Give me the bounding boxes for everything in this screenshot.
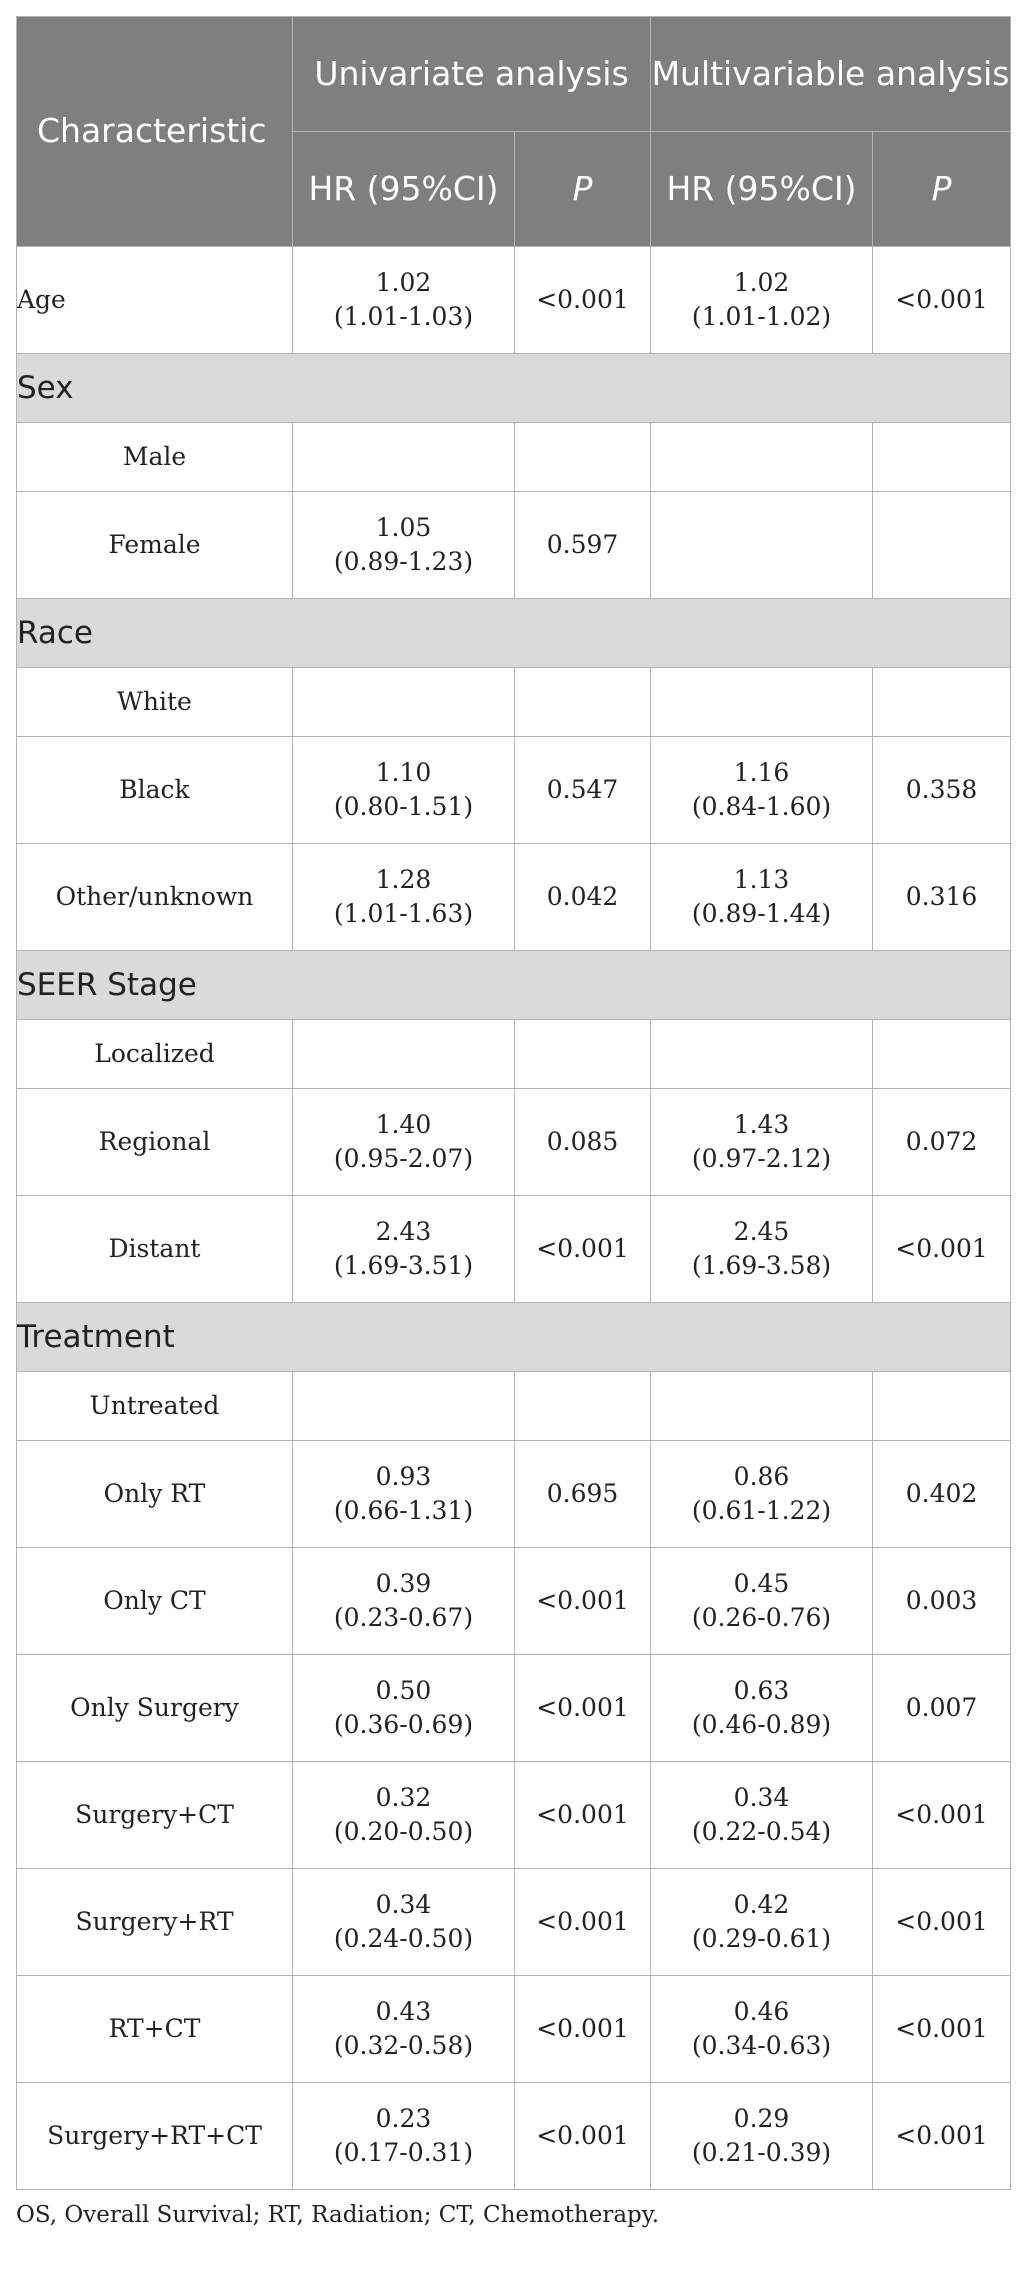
uni-hr-cell — [293, 1089, 515, 1196]
section-row — [17, 1303, 1011, 1372]
multi-hr-cell — [651, 1196, 873, 1303]
hr-value: 0.34 — [733, 1783, 790, 1812]
row-label: White — [17, 668, 293, 737]
hr-value: 0.34 — [375, 1890, 432, 1919]
uni-hr-cell — [293, 492, 515, 599]
uni-p-cell: 0.695 — [515, 1441, 651, 1548]
table-row — [17, 1762, 1011, 1869]
row-label: Only Surgery — [17, 1655, 293, 1762]
results-table — [16, 16, 1011, 2190]
row-label: Black — [17, 737, 293, 844]
uni-p-cell — [515, 423, 651, 492]
uni-hr-cell — [293, 1441, 515, 1548]
multi-hr-cell — [651, 1762, 873, 1869]
hr-value: 1.28 — [375, 865, 432, 894]
ci-value: (0.21-0.39) — [691, 2138, 832, 2167]
multi-hr-cell — [651, 423, 873, 492]
section-row — [17, 599, 1011, 668]
ci-value: (0.46-0.89) — [691, 1710, 832, 1739]
row-label: Female — [17, 492, 293, 599]
hr-value: 2.43 — [375, 1217, 432, 1246]
ci-value: (0.97-2.12) — [691, 1144, 832, 1173]
row-label: Only CT — [17, 1548, 293, 1655]
ci-value: (0.89-1.44) — [691, 899, 832, 928]
table-row — [17, 1548, 1011, 1655]
univariate-header: Univariate analysis — [293, 17, 651, 132]
multi-p-cell — [873, 423, 1011, 492]
multi-hr-cell — [651, 1020, 873, 1089]
table-row — [17, 1020, 1011, 1089]
multi-hr-cell — [651, 1655, 873, 1762]
row-label: Regional — [17, 1089, 293, 1196]
uni-hr-cell — [293, 2083, 515, 2190]
ci-value: (0.89-1.23) — [333, 547, 474, 576]
ci-value: (0.36-0.69) — [333, 1710, 474, 1739]
hr-value: 2.45 — [733, 1217, 790, 1246]
document — [16, 16, 1010, 2228]
uni-hr-cell — [293, 668, 515, 737]
table-footnote: OS, Overall Survival; RT, Radiation; CT, Chemotherapy. — [16, 2202, 660, 2228]
multi-hr-cell — [651, 1869, 873, 1976]
multi-hr-cell — [651, 1548, 873, 1655]
multi-p-cell — [873, 1372, 1011, 1441]
ci-value: (0.29-0.61) — [691, 1924, 832, 1953]
hr-value: 0.43 — [375, 1997, 432, 2026]
ci-value: (1.01-1.03) — [333, 302, 474, 331]
characteristic-header: Characteristic — [17, 17, 293, 247]
uni-p-cell: <0.001 — [515, 1196, 651, 1303]
multivariable-header: Multivariable analysis — [651, 17, 1011, 132]
ci-value: (0.84-1.60) — [691, 792, 832, 821]
multi-p-cell: <0.001 — [873, 1976, 1011, 2083]
section-title: SEER Stage — [17, 951, 1011, 1020]
multi-hr-cell — [651, 2083, 873, 2190]
hr-value: 0.29 — [733, 2104, 790, 2133]
multi-p-cell: <0.001 — [873, 1196, 1011, 1303]
uni-p-header: P — [515, 132, 651, 247]
hr-value: 0.46 — [733, 1997, 790, 2026]
hr-value: 0.32 — [375, 1783, 432, 1812]
table-row — [17, 737, 1011, 844]
table-row — [17, 1869, 1011, 1976]
uni-hr-cell — [293, 1020, 515, 1089]
ci-value: (0.24-0.50) — [333, 1924, 474, 1953]
hr-value: 0.42 — [733, 1890, 790, 1919]
ci-value: (0.66-1.31) — [333, 1496, 474, 1525]
table-row — [17, 2083, 1011, 2190]
multi-hr-cell — [651, 247, 873, 354]
table-header — [17, 17, 1011, 247]
ci-value: (1.01-1.02) — [691, 302, 832, 331]
row-label: Surgery+RT — [17, 1869, 293, 1976]
hr-value: 1.10 — [375, 758, 432, 787]
table-row — [17, 1441, 1011, 1548]
ci-value: (0.23-0.67) — [333, 1603, 474, 1632]
uni-p-cell: <0.001 — [515, 1762, 651, 1869]
hr-value: 0.23 — [375, 2104, 432, 2133]
row-label: Untreated — [17, 1372, 293, 1441]
ci-value: (0.61-1.22) — [691, 1496, 832, 1525]
uni-p-cell: <0.001 — [515, 1869, 651, 1976]
uni-p-cell: 0.597 — [515, 492, 651, 599]
row-label: RT+CT — [17, 1976, 293, 2083]
uni-p-cell: <0.001 — [515, 247, 651, 354]
table-row — [17, 1976, 1011, 2083]
header-row-1 — [17, 17, 1011, 132]
uni-hr-cell — [293, 247, 515, 354]
table-row — [17, 844, 1011, 951]
hr-value: 1.05 — [375, 513, 432, 542]
ci-value: (0.32-0.58) — [333, 2031, 474, 2060]
uni-p-cell: 0.042 — [515, 844, 651, 951]
hr-value: 1.02 — [375, 268, 432, 297]
section-title: Race — [17, 599, 1011, 668]
multi-p-cell: 0.402 — [873, 1441, 1011, 1548]
uni-hr-cell — [293, 1548, 515, 1655]
row-label: Surgery+CT — [17, 1762, 293, 1869]
uni-p-cell — [515, 1372, 651, 1441]
ci-value: (1.69-3.51) — [333, 1251, 474, 1280]
row-label: Other/unknown — [17, 844, 293, 951]
hr-value: 1.13 — [733, 865, 790, 894]
ci-value: (0.95-2.07) — [333, 1144, 474, 1173]
table-row — [17, 1089, 1011, 1196]
section-title: Treatment — [17, 1303, 1011, 1372]
uni-hr-cell — [293, 737, 515, 844]
multi-p-cell: <0.001 — [873, 247, 1011, 354]
ci-value: (0.17-0.31) — [333, 2138, 474, 2167]
uni-hr-header: HR (95%CI) — [293, 132, 515, 247]
section-title: Sex — [17, 354, 1011, 423]
table-row — [17, 1655, 1011, 1762]
multi-p-cell: <0.001 — [873, 1869, 1011, 1976]
hr-value: 0.39 — [375, 1569, 432, 1598]
uni-p-cell — [515, 668, 651, 737]
uni-p-cell: 0.085 — [515, 1089, 651, 1196]
hr-value: 1.02 — [733, 268, 790, 297]
multi-p-header: P — [873, 132, 1011, 247]
uni-p-cell: <0.001 — [515, 1976, 651, 2083]
multi-p-cell: 0.072 — [873, 1089, 1011, 1196]
hr-value: 0.45 — [733, 1569, 790, 1598]
multi-p-cell: <0.001 — [873, 1762, 1011, 1869]
hr-value: 1.43 — [733, 1110, 790, 1139]
hr-value: 0.50 — [375, 1676, 432, 1705]
uni-hr-cell — [293, 844, 515, 951]
uni-p-cell — [515, 1020, 651, 1089]
ci-value: (0.26-0.76) — [691, 1603, 832, 1632]
multi-hr-cell — [651, 1441, 873, 1548]
row-label: Male — [17, 423, 293, 492]
hr-value: 0.63 — [733, 1676, 790, 1705]
ci-value: (0.34-0.63) — [691, 2031, 832, 2060]
multi-hr-cell — [651, 668, 873, 737]
multi-hr-cell — [651, 737, 873, 844]
table-row — [17, 1196, 1011, 1303]
hr-value: 1.40 — [375, 1110, 432, 1139]
table-body — [17, 247, 1011, 2190]
uni-hr-cell — [293, 1196, 515, 1303]
multi-hr-cell — [651, 1976, 873, 2083]
multi-p-cell: <0.001 — [873, 2083, 1011, 2190]
uni-hr-cell — [293, 1655, 515, 1762]
uni-hr-cell — [293, 1976, 515, 2083]
uni-p-cell: 0.547 — [515, 737, 651, 844]
section-row — [17, 951, 1011, 1020]
ci-value: (0.80-1.51) — [333, 792, 474, 821]
multi-hr-cell — [651, 844, 873, 951]
uni-hr-cell — [293, 1869, 515, 1976]
ci-value: (0.20-0.50) — [333, 1817, 474, 1846]
multi-p-cell: 0.003 — [873, 1548, 1011, 1655]
uni-hr-cell — [293, 423, 515, 492]
hr-value: 0.86 — [733, 1462, 790, 1491]
uni-hr-cell — [293, 1372, 515, 1441]
table-row — [17, 423, 1011, 492]
uni-p-cell: <0.001 — [515, 1655, 651, 1762]
table-row — [17, 668, 1011, 737]
multi-hr-cell — [651, 1089, 873, 1196]
section-row — [17, 354, 1011, 423]
multi-p-cell — [873, 1020, 1011, 1089]
uni-p-cell: <0.001 — [515, 2083, 651, 2190]
multi-p-cell — [873, 668, 1011, 737]
multi-p-cell — [873, 492, 1011, 599]
table-row — [17, 247, 1011, 354]
row-label: Localized — [17, 1020, 293, 1089]
multi-p-cell: 0.007 — [873, 1655, 1011, 1762]
hr-value: 1.16 — [733, 758, 790, 787]
multi-p-cell: 0.316 — [873, 844, 1011, 951]
hr-value: 0.93 — [375, 1462, 432, 1491]
ci-value: (0.22-0.54) — [691, 1817, 832, 1846]
ci-value: (1.69-3.58) — [691, 1251, 832, 1280]
row-label: Surgery+RT+CT — [17, 2083, 293, 2190]
multi-hr-cell — [651, 492, 873, 599]
row-label: Distant — [17, 1196, 293, 1303]
uni-hr-cell — [293, 1762, 515, 1869]
table-row — [17, 492, 1011, 599]
row-label: Age — [17, 247, 293, 354]
multi-hr-cell — [651, 1372, 873, 1441]
row-label: Only RT — [17, 1441, 293, 1548]
multi-hr-header: HR (95%CI) — [651, 132, 873, 247]
uni-p-cell: <0.001 — [515, 1548, 651, 1655]
multi-p-cell: 0.358 — [873, 737, 1011, 844]
table-row — [17, 1372, 1011, 1441]
ci-value: (1.01-1.63) — [333, 899, 474, 928]
